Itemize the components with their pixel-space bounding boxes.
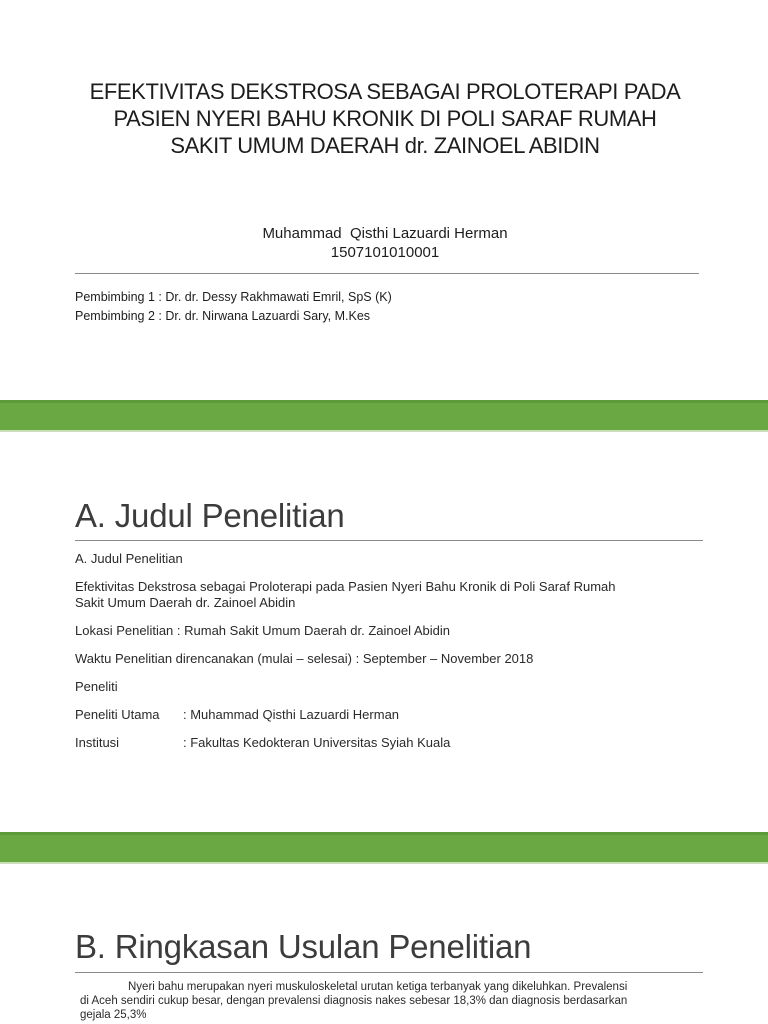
main-researcher-label: Peneliti Utama <box>75 707 160 722</box>
research-location: Lokasi Penelitian : Rumah Sakit Umum Daerah dr. Zainoel Abidin <box>75 623 451 638</box>
slide-separator <box>0 832 768 864</box>
divider <box>75 273 699 274</box>
thesis-title-line-3: SAKIT UMUM DAERAH dr. ZAINOEL ABIDIN <box>170 133 600 158</box>
divider <box>75 540 703 541</box>
slide-heading: B. Ringkasan Usulan Penelitian <box>75 928 532 965</box>
title-slide <box>0 0 768 400</box>
thesis-title <box>60 78 710 159</box>
author-name: Muhammad Qisthi Lazuardi Herman <box>262 225 508 242</box>
main-researcher-value: : Muhammad Qisthi Lazuardi Herman <box>183 707 400 722</box>
supervisor-2: Pembimbing 2 : Dr. dr. Nirwana Lazuardi Sary, M.Kes <box>75 309 371 323</box>
summary-slide <box>0 864 768 1024</box>
summary-line-1: Nyeri bahu merupakan nyeri muskuloskeletal urutan ketiga terbanyak yang dikeluhkan. Prevalensi <box>128 981 628 993</box>
researcher-label: Peneliti <box>75 679 118 694</box>
research-schedule: Waktu Penelitian direncanakan (mulai – selesai) : September – November 2018 <box>75 651 534 666</box>
slide-separator <box>0 400 768 432</box>
summary-line-2: di Aceh sendiri cukup besar, dengan prevalensi diagnosis nakes sebesar 18,3% dan diagnosis berdasarkan <box>80 995 628 1007</box>
divider <box>75 972 703 973</box>
research-title-line-2: Sakit Umum Daerah dr. Zainoel Abidin <box>75 595 296 610</box>
summary-line-3: gejala 25,3% <box>80 1009 147 1021</box>
subheading: A. Judul Penelitian <box>75 551 183 566</box>
research-title-slide <box>0 432 768 832</box>
institution <box>75 735 695 751</box>
research-details <box>75 551 695 763</box>
institution-label: Institusi <box>75 735 120 750</box>
research-title-line-1: Efektivitas Dekstrosa sebagai Proloterapi pada Pasien Nyeri Bahu Kronik di Poli Saraf Rumah <box>75 579 616 594</box>
institution-value: : Fakultas Kedokteran Universitas Syiah Kuala <box>183 735 451 750</box>
main-researcher <box>75 707 695 723</box>
supervisor-1: Pembimbing 1 : Dr. dr. Dessy Rakhmawati Emril, SpS (K) <box>75 290 392 304</box>
student-id: 1507101010001 <box>330 244 440 261</box>
summary-paragraph <box>80 980 700 1022</box>
thesis-title-line-2: PASIEN NYERI BAHU KRONIK DI POLI SARAF RUMAH <box>113 106 657 131</box>
author-block <box>60 224 710 262</box>
slide-heading: A. Judul Penelitian <box>75 497 345 534</box>
research-title <box>75 579 695 611</box>
thesis-title-line-1: EFEKTIVITAS DEKSTROSA SEBAGAI PROLOTERAPI PADA <box>89 79 681 104</box>
supervisor-list <box>75 288 392 326</box>
